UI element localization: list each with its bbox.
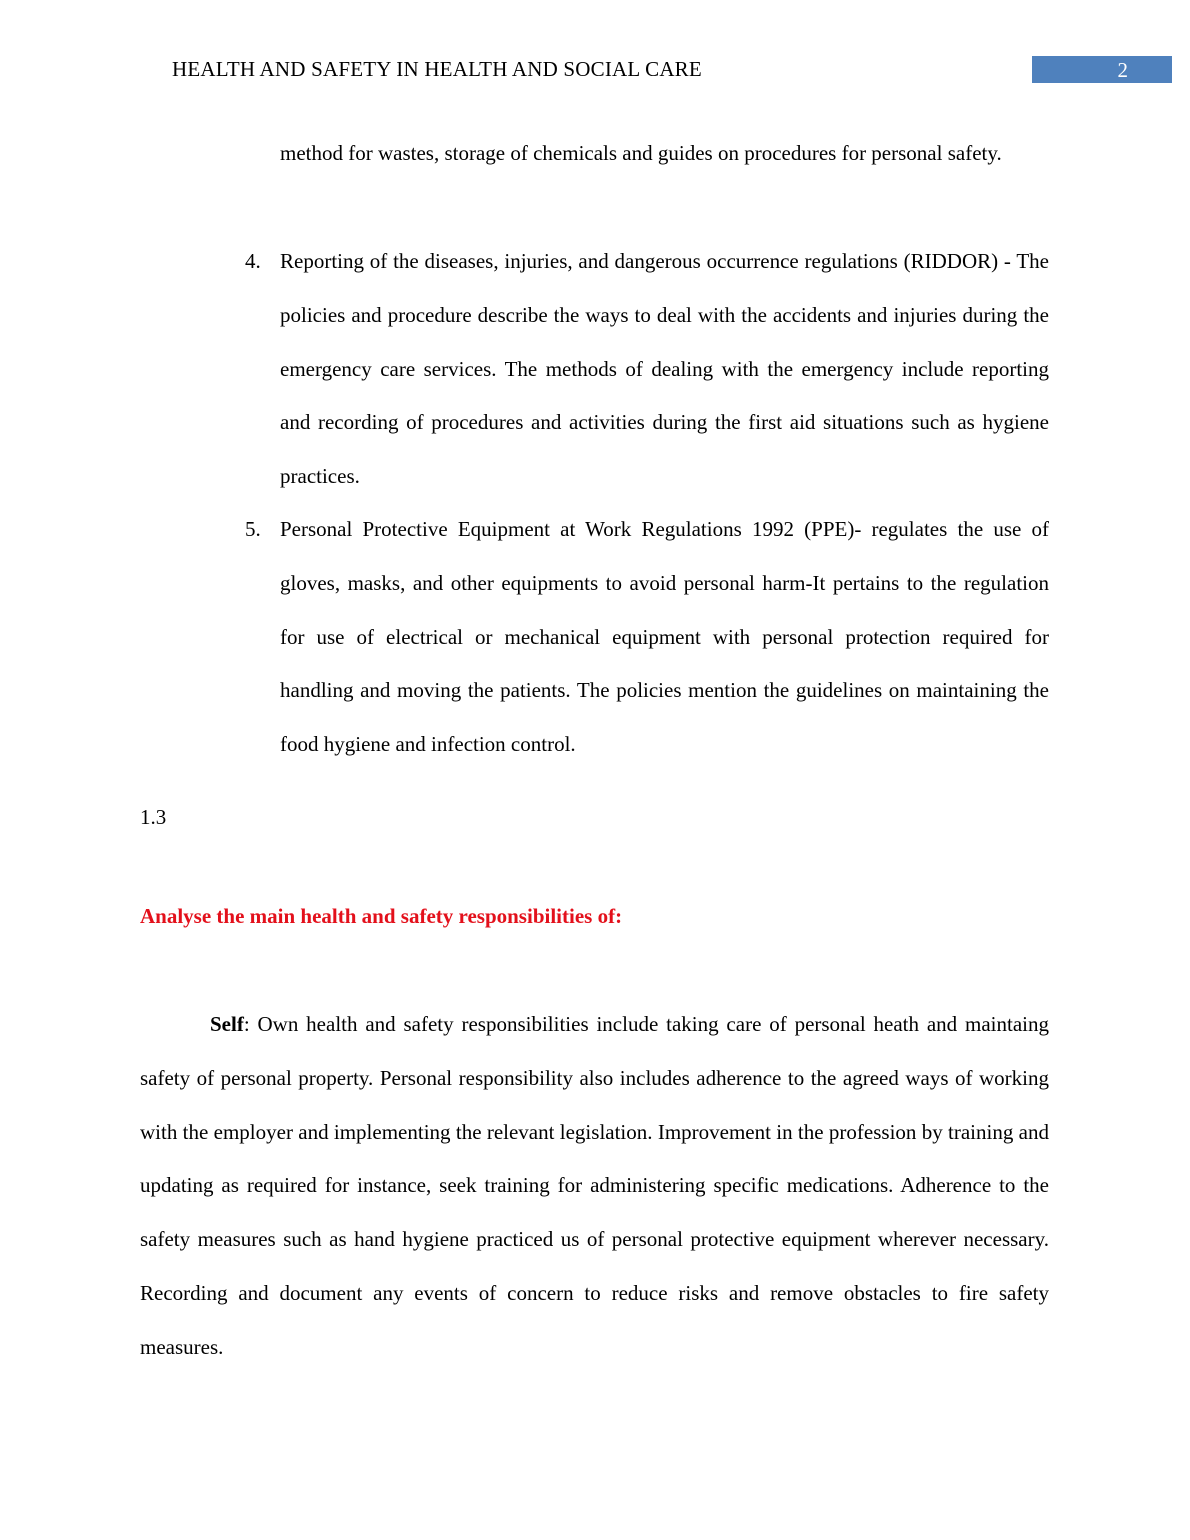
- self-paragraph: [140, 998, 1049, 1375]
- self-label: Self: [210, 1012, 244, 1036]
- list-item-number: 4.: [245, 249, 261, 273]
- running-header-title: HEALTH AND SAFETY IN HEALTH AND SOCIAL CARE: [172, 57, 702, 81]
- section-number: 1.3: [140, 805, 167, 829]
- list-continuation-text: method for wastes, storage of chemicals and guides on procedures for personal safety.: [280, 141, 1002, 165]
- list-item-text: Personal Protective Equipment at Work Regulations 1992 (PPE)- regulates the use of gloves, masks, and other equipments to avoid personal harm-It pertains to the regulation for use of electrical or mechanical equipment with personal protection required for handling and moving the patients. The policies mention the guidelines on maintaining the food hygiene and infection control.: [280, 517, 1049, 757]
- page-number: 2: [1117, 58, 1128, 82]
- section-heading: Analyse the main health and safety responsibilities of:: [140, 904, 623, 928]
- list-item-text: Reporting of the diseases, injuries, and dangerous occurrence regulations (RIDDOR) - The policies and procedure describe the ways to deal with the accidents and injuries during the emergency care services. The methods of dealing with the emergency include reporting and recording of procedures and activities during the first aid situations such as hygiene practices.: [280, 249, 1049, 489]
- list-item-number: 5.: [245, 517, 261, 541]
- page-number-box: [1032, 56, 1172, 83]
- self-paragraph-text: : Own health and safety responsibilities include taking care of personal heath and maintaing safety of personal property. Personal responsibility also includes adherence to the agreed ways of working with the employer and implementing the relevant legislation. Improvement in the profession by training and updating as required for instance, seek training for administering specific medications. Adherence to the safety measures such as hand hygiene practiced us of personal protective equipment wherever necessary. Recording and document any events of concern to reduce risks and remove obstacles to fire safety measures.: [140, 1012, 1049, 1359]
